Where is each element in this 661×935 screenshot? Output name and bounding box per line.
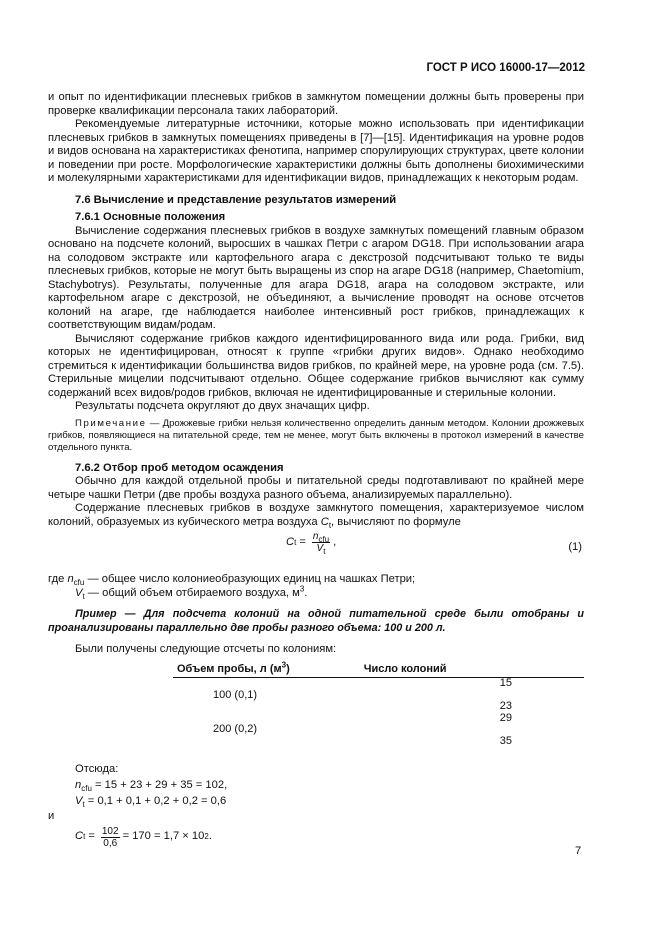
where-line-2: $V_t$ — общий объем отбираемого воздуха, $м^3$. xyxy=(75,583,308,601)
paragraph: Вычисление содержания плесневых грибков в воздухе замкнутых помещений главным образом основано на подсчете колоний, выросших в чашках Петри с агаром DG18. При использовании агара на солодовом экстракте или картофельного агара с декстрозой подсчитывают только те виды плесневых грибков, которые не могут быть выращены из спор на агаре DG18 (например, Chaetomium, Stachybotrys). Результаты, полученные для агара DG18, агара на солодовом экстракте, или картофельном агаре с декстрозой, не объединяют, а вычисление проводят на основе отсчетов колоний на агаре, где наблюдается наиболее интенсивный рост грибков, принадлежащих к соответствующим видам/родам. xyxy=(48,224,584,331)
formula-expression: C t = $\frac{n_{cfu}}{V_t}$ , xyxy=(286,531,337,556)
table-row: 23 xyxy=(499,700,512,712)
table-row: 15 xyxy=(499,677,512,689)
paragraph: Обычно для каждой отдельной пробы и питательной среды подготавливают по крайней мере четыре чашки Петри (две пробы воздуха разного объема, анализируемых параллельно). xyxy=(48,475,584,501)
page-content xyxy=(48,91,584,851)
paragraph: Результаты подсчета округляют до двух значащих цифр. xyxy=(75,400,370,412)
formula-fraction: $\frac{n_{cfu}}{V_t}$ xyxy=(312,531,330,556)
paragraph: Содержание плесневых грибков в воздухе замкнутого помещения, характеризуемое числом колоний, образуемых из кубического метра воздуха $C_t$, вычисляют по формуле xyxy=(48,502,584,530)
calc-and: и xyxy=(48,810,55,822)
formula-1 xyxy=(48,529,584,569)
page-number: 7 xyxy=(575,845,582,857)
section-heading-7-6-1: 7.6.1 Основные положения xyxy=(75,211,226,223)
calc-fraction: $\frac{102}{0,6}$ xyxy=(101,825,119,849)
calc-hence: Отсюда: xyxy=(75,763,119,775)
calc-c: C t = $\frac{102}{0,6}$ = 170 = 1,7 × 10 2 . xyxy=(75,825,212,849)
note-label: Примечание xyxy=(75,417,147,429)
section-heading-7-6-2: 7.6.2 Отбор проб методом осаждения xyxy=(75,461,284,474)
example: Пример — Для подсчета колоний на одной питательной среде были отобраны и проанализированы параллельно две пробы разного объема: 100 и 200 л. xyxy=(48,608,584,634)
colony-count-table xyxy=(173,659,584,748)
table-row: 100 (0,1) xyxy=(213,688,258,701)
table-header-count: Число колоний xyxy=(364,663,584,678)
calc-n: $n_{cfu} = 15 + 23 + 29 + 35 = 102$, xyxy=(75,779,228,794)
page-header: ГОСТ Р ИСО 16000-17—2012 xyxy=(426,62,585,74)
note xyxy=(48,418,584,454)
calculation xyxy=(75,761,584,809)
equation-number: (1) xyxy=(568,541,582,553)
paragraph: Вычисляют содержание грибков каждого идентифицированного вида или рода. Грибки, вид которых не идентифицирован, относят к группе «грибки других видов». Однако необходимо стремиться к идентификации большинства видов грибков, по крайней мере, на уровне рода (см. 7.5). Стерильные мицелии подсчитывают отдельно. Общее содержание грибков вычисляют как сумму содержаний всех видов/родов грибков, включая не идентифицированные и стерильные колонии. xyxy=(48,332,584,399)
table-row: 35 xyxy=(499,734,512,747)
calc-v: $V_t = 0,1 + 0,1 + 0,2 + 0,2 = 0,6$ xyxy=(75,795,227,810)
table-row: 200 (0,2) xyxy=(213,723,258,735)
paragraph: и опыт по идентификации плесневых грибков в замкнутом помещении должны быть проверены при проверке квалификации персонала таких лабораторий. xyxy=(48,91,584,117)
section-heading-7-6: 7.6 Вычисление и представление результатов измерений xyxy=(75,193,397,206)
note-text: — Дрожжевые грибки нельзя количественно определить данным методом. Колонии дрожжевых грибков, появляющиеся на питательной среде, тем не менее, могут быть включены в протокол измерений в качестве отдельного пункта. xyxy=(48,417,584,453)
paragraph: Рекомендуемые литературные источники, которые можно использовать при идентификации плесневых грибков в замкнутых помещениях приведены в [7]—[15]. Идентификация на уровне родов и видов основана на характеристиках фенотипа, например спорулирующих структурах, цвете колонии и поведении при росте. Морфологические характеристики должны быть дополнены биохимическими и молекулярными характеристиками для идентификации видов, принадлежащих к некоторым родам. xyxy=(48,118,584,184)
table-header-volume: Объем пробы, л $(м^3)$ xyxy=(173,663,364,678)
paragraph: Были получены следующие отсчеты по колониям: xyxy=(75,643,337,655)
table-row: 29 xyxy=(499,711,512,724)
where-line-1: где $n_{cfu}$ — общее число колониеобразующих единиц на чашках Петри; xyxy=(48,573,416,588)
